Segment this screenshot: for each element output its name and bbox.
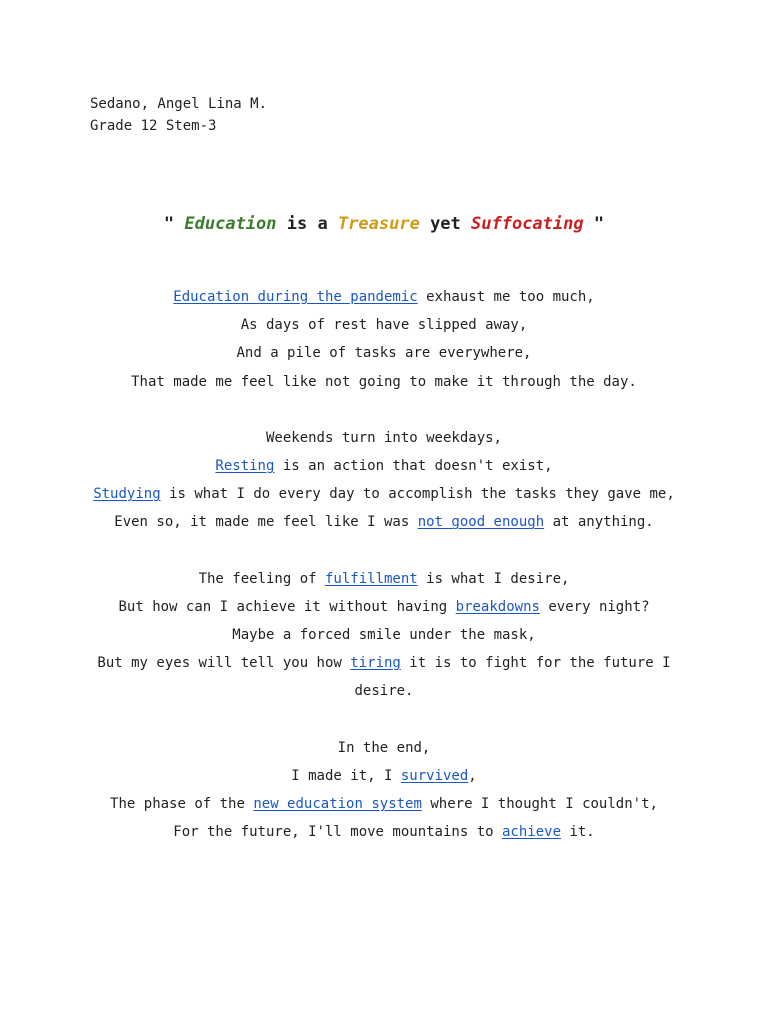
poem-body bbox=[0, 283, 768, 874]
stanza bbox=[0, 565, 768, 706]
stanza bbox=[0, 734, 768, 847]
poem-line bbox=[0, 621, 768, 649]
line-link[interactable]: Studying bbox=[93, 486, 161, 503]
poem-line bbox=[0, 339, 768, 367]
line-text: Maybe a forced smile under the mask, bbox=[232, 627, 536, 644]
line-text: is what I do every day to accomplish the tasks they gave me, bbox=[160, 486, 675, 503]
title-open-quote: " bbox=[163, 214, 185, 234]
poem-line bbox=[0, 311, 768, 339]
poem-line bbox=[0, 508, 768, 536]
line-link[interactable]: fulfillment bbox=[325, 570, 418, 587]
title-word-treasure: Treasure bbox=[337, 214, 420, 234]
poem-line bbox=[0, 762, 768, 790]
poem-line bbox=[0, 734, 768, 762]
stanza bbox=[0, 424, 768, 537]
line-text: every night? bbox=[539, 598, 650, 615]
line-text: I made it, I bbox=[291, 767, 401, 784]
line-text: That made me feel like not going to make it through the day. bbox=[131, 373, 637, 390]
line-text: The feeling of bbox=[198, 570, 325, 587]
title-word-education: Education bbox=[184, 214, 277, 234]
line-text: where I thought I couldn't, bbox=[421, 796, 658, 813]
author-grade: Grade 12 Stem-3 bbox=[90, 118, 217, 134]
title-middle-1: is a bbox=[276, 214, 338, 234]
poem-line bbox=[0, 424, 768, 452]
line-text: The phase of the bbox=[110, 796, 254, 813]
poem-line bbox=[0, 790, 768, 818]
line-link[interactable]: achieve bbox=[502, 824, 562, 841]
line-link[interactable]: not good enough bbox=[417, 514, 545, 531]
line-text: Even so, it made me feel like I was bbox=[114, 514, 418, 531]
poem-line bbox=[0, 283, 768, 311]
line-text: For the future, I'll move mountains to bbox=[173, 824, 502, 841]
line-text: exhaust me too much, bbox=[417, 289, 595, 305]
line-text: As days of rest have slipped away, bbox=[240, 317, 528, 334]
line-text: is an action that doesn't exist, bbox=[274, 458, 553, 475]
author-header bbox=[90, 93, 267, 137]
poem-line bbox=[0, 565, 768, 593]
poem-line bbox=[0, 368, 768, 396]
title-word-suffocating: Suffocating bbox=[471, 214, 584, 234]
poem-line bbox=[0, 593, 768, 621]
line-text: Weekends turn into weekdays, bbox=[265, 429, 502, 446]
poem-line bbox=[0, 480, 768, 508]
line-text: is what I desire, bbox=[417, 570, 570, 587]
poem-line bbox=[0, 818, 768, 846]
author-name: Sedano, Angel Lina M. bbox=[90, 96, 268, 112]
poem-line bbox=[0, 649, 768, 705]
line-text: it. bbox=[561, 824, 595, 841]
line-text: In the end, bbox=[337, 739, 431, 756]
line-text: it is to fight for the future I desire. bbox=[354, 655, 680, 700]
line-link[interactable]: new education system bbox=[253, 796, 422, 813]
title-middle-2: yet bbox=[419, 214, 472, 234]
line-text: And a pile of tasks are everywhere, bbox=[236, 345, 532, 362]
line-link[interactable]: tiring bbox=[350, 655, 401, 672]
poem-title bbox=[0, 210, 768, 238]
line-text: , bbox=[468, 767, 477, 784]
line-text: But my eyes will tell you how bbox=[97, 655, 351, 672]
title-close-quote: " bbox=[583, 214, 605, 234]
line-text: But how can I achieve it without having bbox=[118, 598, 456, 615]
line-link[interactable]: survived bbox=[400, 767, 469, 784]
poem-line bbox=[0, 452, 768, 480]
line-text: at anything. bbox=[544, 514, 654, 531]
line-link[interactable]: Resting bbox=[215, 458, 275, 475]
line-link[interactable]: Education during the pandemic bbox=[173, 289, 418, 305]
stanza bbox=[0, 283, 768, 396]
line-link[interactable]: breakdowns bbox=[455, 598, 540, 615]
